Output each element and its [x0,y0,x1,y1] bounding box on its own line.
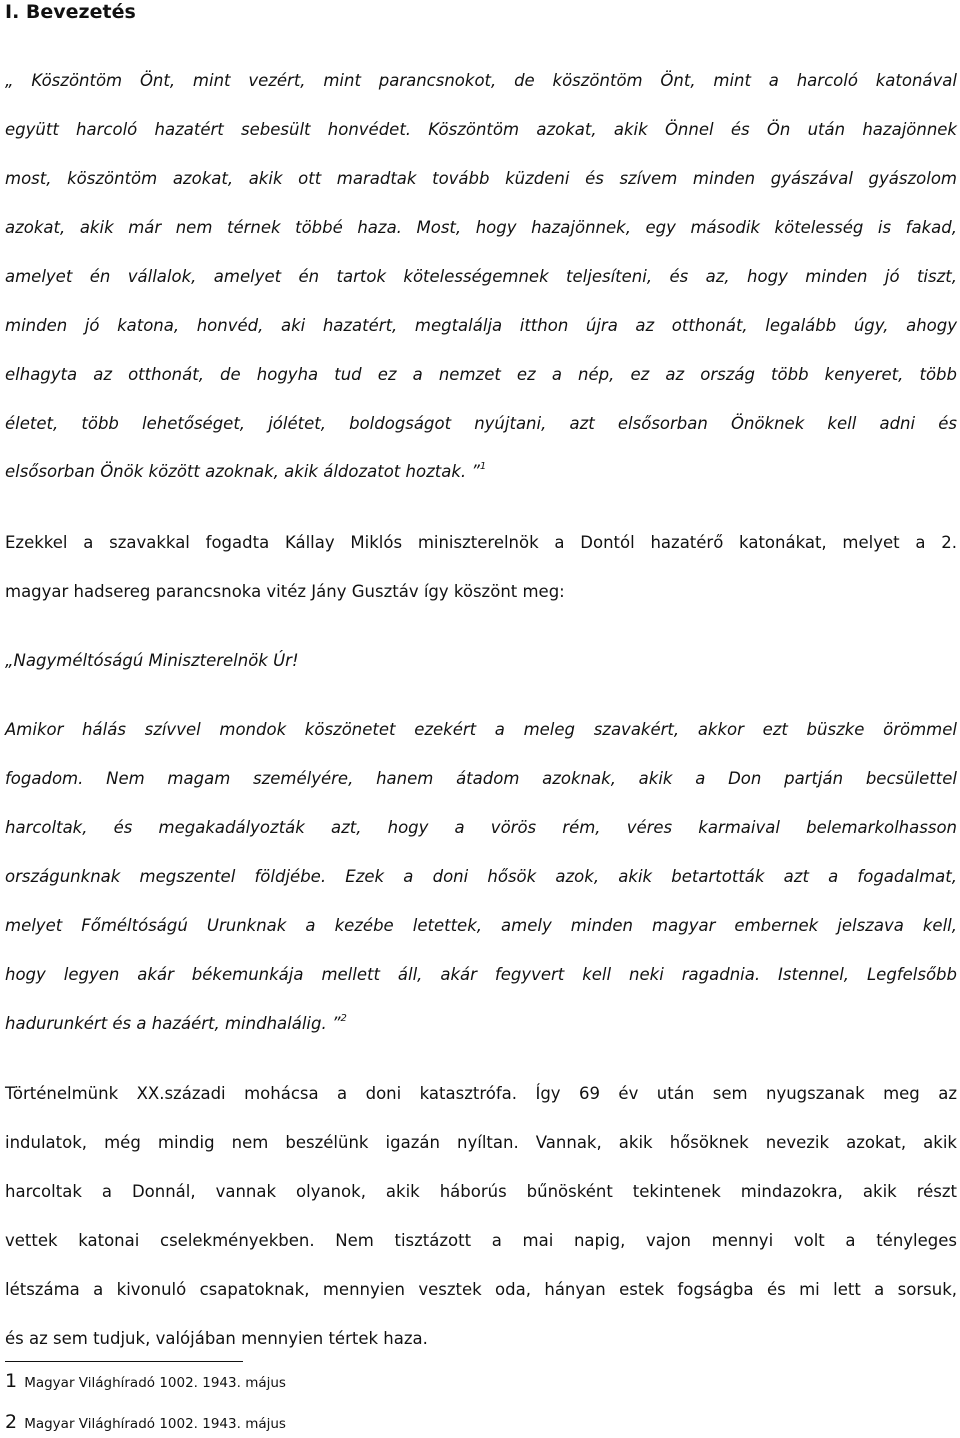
narrative-line: indulatok, még mindig nem beszélünk igazán nyíltan. Vannak, akik hősöknek nevezik azokat, akik [5,1133,957,1152]
quote-2-line: melyet Főméltóságú Urunknak a kezébe letettek, amely minden magyar embernek jelszava kell, [5,916,957,935]
quote-2-line: hogy legyen akár békemunkája mellett áll, akár fegyvert kell neki ragadnia. Istennel, Legfelsőbb [5,965,957,984]
quote-1-line: elhagyta az otthonát, de hogyha tud ez a nemzet ez a nép, ez az ország több kenyeret, több [5,365,957,384]
narrative-line: és az sem tudjuk, valójában mennyien tértek haza. [5,1329,428,1348]
quote-2-text: hadurunkért és a hazáért, mindhalálig. ” [5,1014,341,1033]
quote-2-line: harcoltak, és megakadályozták azt, hogy a vörös rém, véres karmaival belemarkolhasson [5,818,957,837]
footnote-ref-2[interactable]: 2 [340,1012,347,1024]
narrative-line: Történelmünk XX.századi mohácsa a doni katasztrófa. Így 69 év után sem nyugszanak meg az [5,1084,957,1103]
quote-1-text: elsősorban Önök között azoknak, akik áldozatot hoztak. ” [5,462,480,481]
footnote-text: Magyar Világhíradó 1002. 1943. május [24,1416,286,1432]
section-heading: I. Bevezetés [5,1,136,23]
footnote-ref-1[interactable]: 1 [479,460,487,472]
quote-2-line: Amikor hálás szívvel mondok köszönetet ezekért a meleg szavakért, akkor ezt büszke örömmel [5,720,957,739]
quote-1-line: most, köszöntöm azokat, akik ott maradtak tovább küzdeni és szívem minden gyászával gyászolom [5,169,957,188]
footnote-number: 1 [5,1370,18,1392]
quote-1-line: amelyet én vállalok, amelyet én tartok kötelességemnek teljesíteni, és az, hogy minden jó tiszt, [5,267,957,286]
quote-2-line: országunknak megszentel földjébe. Ezek a doni hősök azok, akik betartották azt a fogadalmat, [5,867,957,886]
footnote-separator [5,1361,243,1362]
footnote-1 [5,1370,286,1392]
quote-2-line-last [5,1012,957,1036]
footnote-text: Magyar Világhíradó 1002. 1943. május [24,1375,286,1391]
quote-2-line: fogadom. Nem magam személyére, hanem átadom azoknak, akik a Don partján becsülettel [5,769,957,788]
quote-1-line-last [5,460,957,484]
narrative-line: magyar hadsereg parancsnoka vitéz Jány Gusztáv így köszönt meg: [5,582,565,601]
quote-1-line: minden jó katona, honvéd, aki hazatért, megtalálja itthon újra az otthonát, legalább úgy, ahogy [5,316,957,335]
narrative-line: vettek katonai cselekményekben. Nem tisztázott a mai napig, vajon mennyi volt a tényleges [5,1231,957,1250]
narrative-line: létszáma a kivonuló csapatoknak, mennyien vesztek oda, hányan estek fogságba és mi lett a sorsuk, [5,1280,957,1299]
footnote-number: 2 [5,1411,18,1433]
quote-1-line: együtt harcoló hazatért sebesült honvédet. Köszöntöm azokat, akik Önnel és Ön után hazajönnek [5,120,957,139]
quote-1-line: „ Köszöntöm Önt, mint vezért, mint parancsnokot, de köszöntöm Önt, mint a harcoló katonával [5,71,957,90]
quote-1-line: életet, több lehetőséget, jólétet, boldogságot nyújtani, azt elsősorban Önöknek kell adni és [5,414,957,433]
narrative-line: harcoltak a Donnál, vannak olyanok, akik háborús bűnösként tekintenek mindazokra, akik részt [5,1182,957,1201]
quote-1-line: azokat, akik már nem térnek többé haza. Most, hogy hazajönnek, egy második kötelesség is fakad, [5,218,957,237]
narrative-line: Ezekkel a szavakkal fogadta Kállay Miklós miniszterelnök a Dontól hazatérő katonákat, melyet a 2. [5,533,957,552]
footnote-2 [5,1411,286,1433]
salutation-line: „Nagyméltóságú Miniszterelnök Úr! [5,651,299,670]
